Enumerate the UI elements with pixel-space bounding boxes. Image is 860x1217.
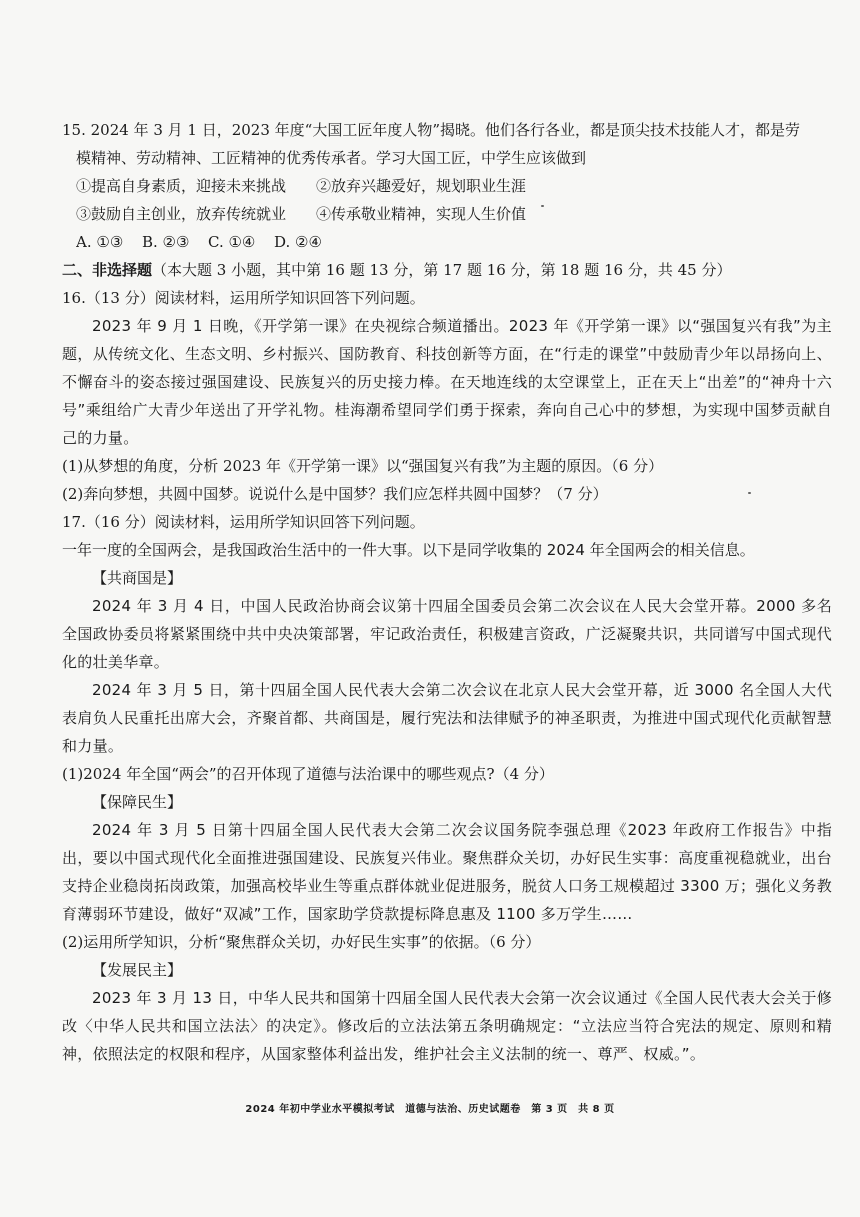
q17-material-2: 2024 年 3 月 5 日，第十四届全国人民代表大会第二次会议在北京人民大会堂开幕，近 3000 名全国人大代表肩负人民重托出席大会，齐聚首都、共商国是，履行宪法和法律赋予的神圣职责，为推进中国式现代化贡献智慧和力量。	[62, 681, 832, 755]
q15-options-row2	[62, 200, 832, 228]
q17-section-bracket-2: 【保障民生】	[92, 793, 183, 811]
page-footer: 2024 年初中学业水平模拟考试 道德与法治、历史试题卷 第 3 页 共 8 页	[245, 1104, 615, 1115]
section-title: 二、非选择题	[62, 261, 153, 279]
q17-material-4: 2023 年 3 月 13 日，中华人民共和国第十四届全国人民代表大会第一次会议通过《全国人民代表大会关于修改〈中华人民共和国立法法〉的决定》。修改后的立法法第五条明确规定：“立法应当符合宪法的规定、原则和精神，依照法定的权限和程序，从国家整体利益出发，维护社会主义法制的统一、尊严、权威。”。	[62, 989, 832, 1063]
q15-options-row1	[62, 172, 832, 200]
q16-material: 2023 年 9 月 1 日晚，《开学第一课》在央视综合频道播出。2023 年《开学第一课》以“强国复兴有我”为主题，从传统文化、生态文明、乡村振兴、国防教育、科技创新等方面，在“行走的课堂”中鼓励青少年以昂扬向上、不懈奋斗的姿态接过强国建设、民族复兴的历史接力棒。在天地连线的太空课堂上，正在天上“出差”的“神舟十六号”乘组给广大青少年送出了开学礼物。桂海潮希望同学们勇于探索，奔向自己心中的梦想，为实现中国梦贡献自己的力量。	[62, 317, 832, 447]
section-heading	[62, 256, 832, 284]
q17-section-bracket-3: 【发展民主】	[92, 961, 183, 979]
q15-choice-d: D. ②④	[274, 233, 322, 251]
q17-header: 17.（16 分）阅读材料，运用所学知识回答下列问题。	[62, 513, 425, 531]
q15-stem-line2: 模精神、劳动精神、工匠精神的优秀传承者。学习大国工匠，中学生应该做到	[76, 149, 587, 167]
q15-option-2: ②放弃兴趣爱好，规划职业生涯	[316, 177, 527, 195]
q16-header: 16.（13 分）阅读材料，运用所学知识回答下列问题。	[62, 289, 425, 307]
q17-subquestion-1: (1)2024 年全国“两会”的召开体现了道德与法治课中的哪些观点?（4 分）	[62, 765, 554, 783]
q15-choice-c: C. ①④	[208, 233, 256, 251]
q17-subquestion-2: (2)运用所学知识，分析“聚焦群众关切，办好民生实事”的依据。（6 分）	[62, 933, 541, 951]
q17-section-bracket-1: 【共商国是】	[92, 569, 183, 587]
exam-content	[62, 116, 832, 1068]
q15-choice-a: A. ①③	[76, 233, 124, 251]
q15-choice-b: B. ②③	[142, 233, 190, 251]
q15-option-4: ④传承敬业精神，实现人生价值	[316, 205, 527, 223]
q17-material-3: 2024 年 3 月 5 日第十四届全国人民代表大会第二次会议国务院李强总理《2023 年政府工作报告》中指出，要以中国式现代化全面推进强国建设、民族复兴伟业。聚焦群众关切，办好民生实事：高度重视稳就业，出台支持企业稳岗拓岗政策，加强高校毕业生等重点群体就业促进服务，脱贫人口务工规模超过 3300 万；强化义务教育薄弱环节建设，做好“双减”工作，国家助学贷款提标降息惠及 1100 多万学生……	[62, 821, 832, 923]
scan-speck	[541, 205, 544, 207]
q15-option-3: ③鼓励自主创业，放弃传统就业	[76, 205, 287, 223]
q17-intro: 一年一度的全国两会，是我国政治生活中的一件大事。以下是同学收集的 2024 年全国两会的相关信息。	[62, 541, 755, 559]
scan-speck	[748, 492, 751, 494]
q15-choices	[76, 228, 832, 256]
q15-stem-line1: 15. 2024 年 3 月 1 日，2023 年度“大国工匠年度人物”揭晓。他们各行各业，都是顶尖技术技能人才，都是劳	[62, 121, 801, 139]
q16-subquestion-1: (1)从梦想的角度，分析 2023 年《开学第一课》以“强国复兴有我”为主题的原因。（6 分）	[62, 457, 664, 475]
q15-option-1: ①提高自身素质，迎接未来挑战	[76, 177, 287, 195]
q16-subquestion-2: (2)奔向梦想，共圆中国梦。说说什么是中国梦？我们应怎样共圆中国梦？（7 分）	[62, 485, 608, 503]
section-description: （本大题 3 小题，其中第 16 题 13 分，第 17 题 16 分，第 18 题 16 分，共 45 分）	[152, 261, 732, 279]
q17-material-1: 2024 年 3 月 4 日，中国人民政治协商会议第十四届全国委员会第二次会议在人民大会堂开幕。2000 多名全国政协委员将紧紧围绕中共中央决策部署，牢记政治责任，积极建言资政，广泛凝聚共识，共同谱写中国式现代化的壮美华章。	[62, 597, 832, 671]
